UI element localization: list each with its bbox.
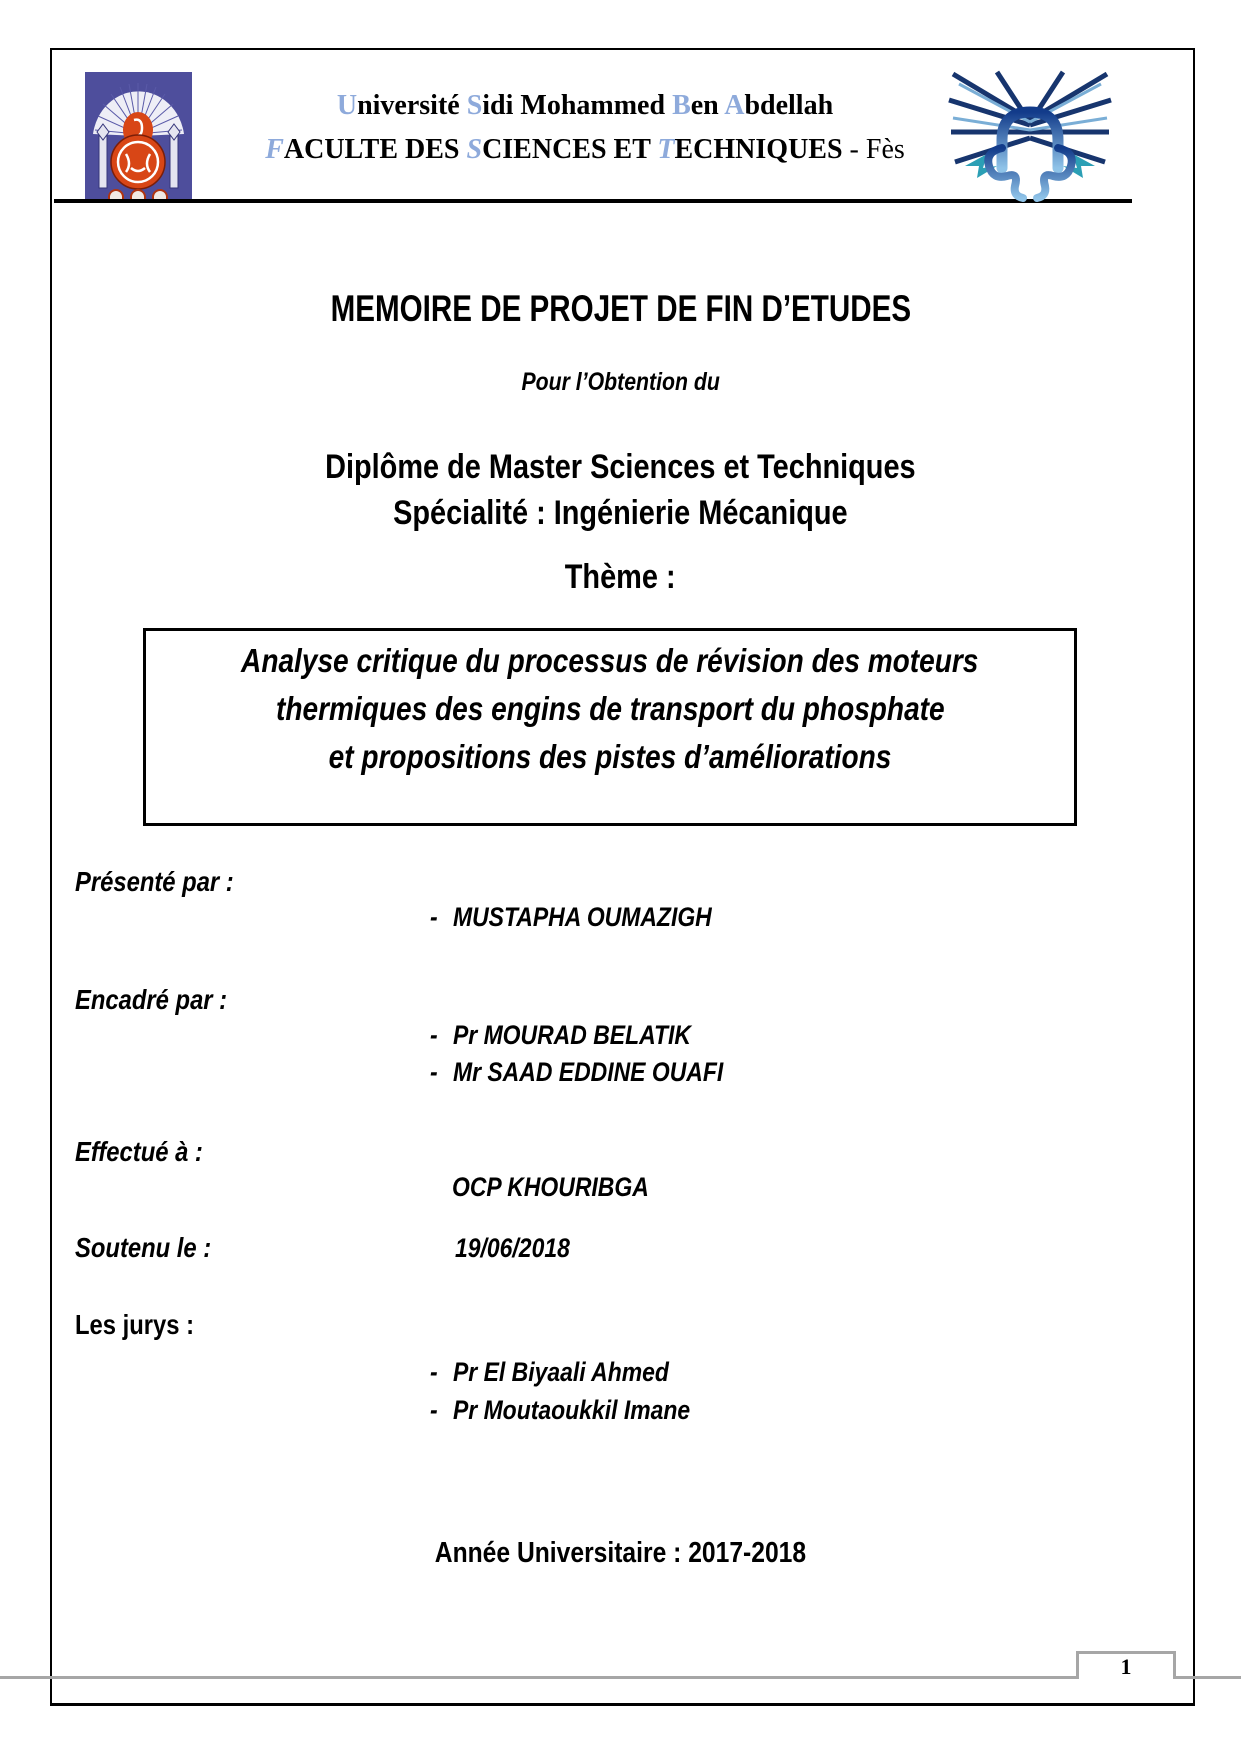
jury-member-2: Pr Moutaoukkil Imane	[452, 1395, 691, 1425]
footer-rule-left	[0, 1676, 1076, 1679]
list-dash: -	[430, 1395, 438, 1425]
initial-t: T	[657, 134, 675, 165]
initial-s: S	[466, 90, 483, 121]
pour-obtention: Pour l’Obtention du	[521, 368, 720, 396]
usmba-logo-icon	[85, 72, 192, 203]
list-dash: -	[430, 902, 438, 932]
page-number: 1	[1120, 1654, 1132, 1679]
initial-f: F	[265, 134, 284, 165]
faculty-name: FACULTE DES SCIENCES ET TECHNIQUES - Fès	[265, 134, 905, 165]
fst-fes-logo-icon	[945, 70, 1115, 204]
theme-line-2: thermiques des engins de transport du phosphate	[275, 690, 945, 727]
city-suffix: - Fès	[842, 134, 905, 165]
defense-date-label: Soutenu le :	[75, 1232, 212, 1263]
theme-label: Thème :	[565, 558, 676, 596]
memoire-title: MEMOIRE DE PROJET DE FIN D’ETUDES	[330, 288, 911, 329]
jury-item-2	[430, 1395, 736, 1426]
academic-year: Année Universitaire : 2017-2018	[434, 1537, 807, 1569]
location-label: Effectué à :	[75, 1136, 203, 1167]
supervisor-name-1: Pr MOURAD BELATIK	[452, 1020, 691, 1050]
jury-member-1: Pr El Biyaali Ahmed	[452, 1357, 669, 1387]
list-dash: -	[430, 1357, 438, 1387]
author-name: MUSTAPHA OUMAZIGH	[452, 902, 712, 932]
presented-item	[430, 902, 761, 933]
supervisor-name-2: Mr SAAD EDDINE OUAFI	[452, 1057, 724, 1087]
location-value: OCP KHOURIBGA	[452, 1172, 649, 1202]
initial-a: A	[724, 90, 745, 121]
initial-b: B	[672, 90, 691, 121]
university-name: Université Sidi Mohammed Ben Abdellah	[336, 90, 834, 121]
defense-date-value: 19/06/2018	[455, 1233, 570, 1263]
theme-line-3: et propositions des pistes d’améliorations	[328, 738, 892, 775]
initial-u: U	[336, 90, 358, 121]
diplome-line: Diplôme de Master Sciences et Techniques	[325, 448, 916, 486]
theme-box	[143, 628, 1077, 826]
list-dash: -	[430, 1057, 438, 1087]
supervised-by-label: Encadré par :	[75, 984, 228, 1015]
jury-item-1	[430, 1357, 711, 1388]
initial-s2: S	[466, 134, 483, 165]
page-number-tab	[1076, 1651, 1176, 1679]
presented-by-label: Présenté par :	[75, 866, 234, 897]
theme-line-1: Analyse critique du processus de révision des moteurs	[241, 642, 979, 679]
jury-label: Les jurys :	[75, 1309, 195, 1340]
supervisor-item-1	[430, 1020, 737, 1051]
supervisor-item-2	[430, 1057, 775, 1088]
footer-rule-right	[1176, 1676, 1241, 1679]
list-dash: -	[430, 1020, 438, 1050]
specialite-line: Spécialité : Ingénierie Mécanique	[393, 494, 848, 532]
